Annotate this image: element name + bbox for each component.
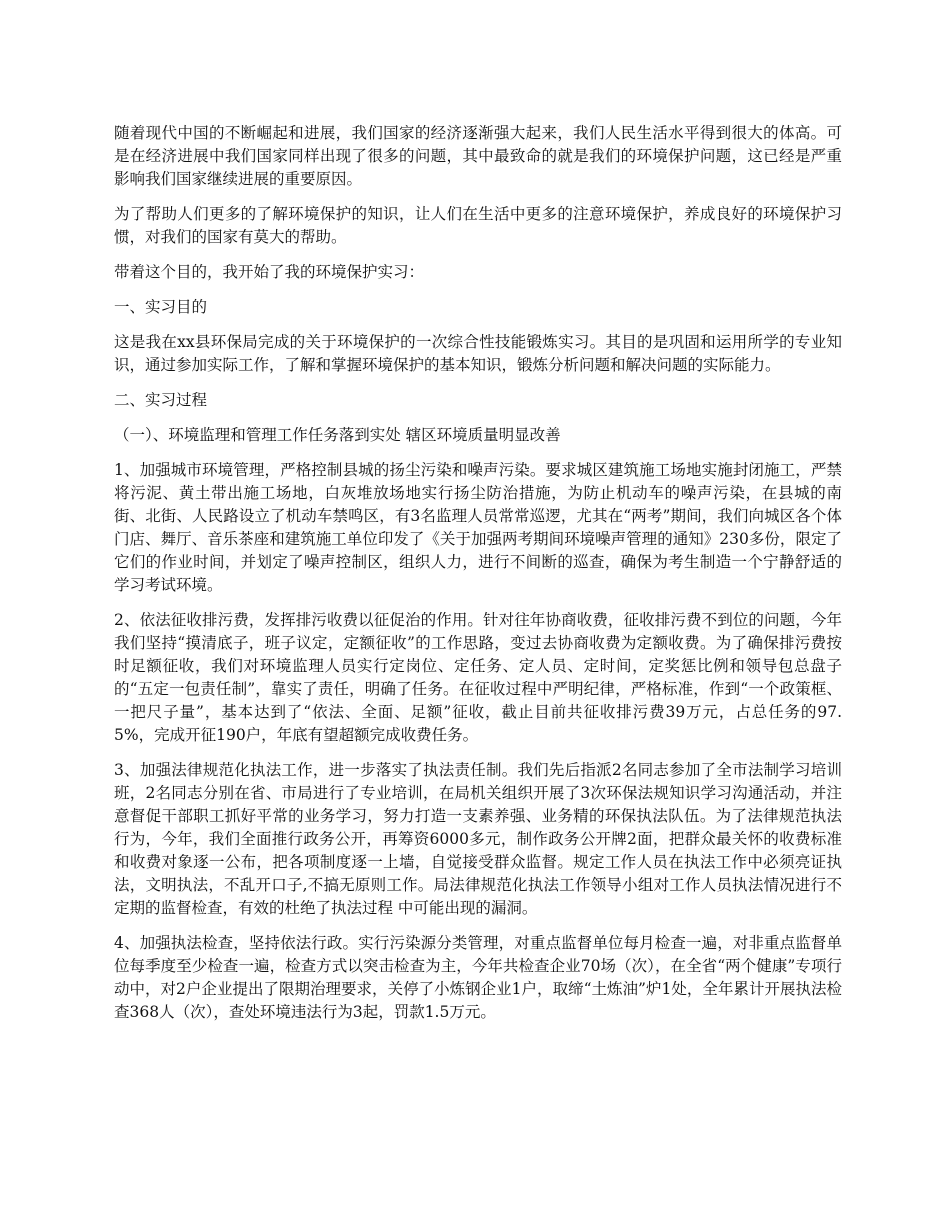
item-2-paragraph: 2、依法征收排污费，发挥排污收费以征促治的作用。针对往年协商收费，征收排污费不到位的问题，今年我们坚持“摸清底子，班子议定，定额征收”的工作思路，变过去协商收费为定额收费。为了确保排污费按时足额征收，我们对环境监理人员实行定岗位、定任务、定人员、定时间，定奖惩比例和领导包总盘子的“五定一包责任制”，靠实了责任，明确了任务。在征收过程中严明纪律，严格标准，作到“一个政策框、一把尺子量”，基本达到了“依法、全面、足额”征收，截止目前共征收排污费39万元，占总任务的97.5%，完成开征190户，年底有望超额完成收费任务。 (114, 611, 842, 744)
intro-paragraph: 随着现代中国的不断崛起和进展，我们国家的经济逐渐强大起来，我们人民生活水平得到很大的体高。可是在经济进展中我们国家同样出现了很多的问题，其中最致命的就是我们的环境保护问题，这已经是严重影响我们国家继续进展的重要原因。 (114, 124, 842, 188)
item-3-paragraph: 3、加强法律规范化执法工作，进一步落实了执法责任制。我们先后指派2名同志参加了全市法制学习培训班，2名同志分别在省、市局进行了专业培训，在局机关组织开展了3次环保法规知识学习沟通活动，并注意督促干部职工抓好平常的业务学习，努力打造一支素养强、业务精的环保执法队伍。为了法律规范执法行为，今年，我们全面推行政务公开，再筹资6000多元，制作政务公开牌2面，把群众最关怀的收费标准和收费对象逐一公布，把各项制度逐一上墙，自觉接受群众监督。规定工作人员在执法工作中必须亮证执法，文明执法，不乱开口子,不搞无原则工作。局法律规范化执法工作领导小组对工作人员执法情况进行不定期的监督检查，有效的杜绝了执法过程 中可能出现的漏洞。 (114, 761, 842, 917)
item-4-paragraph: 4、加强执法检查，坚持依法行政。实行污染源分类管理，对重点监督单位每月检查一遍，对非重点监督单位每季度至少检查一遍，检查方式以突击检查为主，今年共检查企业70场（次），在全省“两个健康”专项行动中，对2户企业提出了限期治理要求，关停了小炼钢企业1户，取缔“土炼油”炉1处，全年累计开展执法检查368人（次），查处环境违法行为3起，罚款1.5万元。 (114, 934, 842, 1021)
purpose-paragraph: 为了帮助人们更多的了解环境保护的知识，让人们在生活中更多的注意环境保护，养成良好的环境保护习惯，对我们的国家有莫大的帮助。 (114, 205, 842, 246)
start-paragraph: 带着这个目的，我开始了我的环境保护实习： (114, 263, 425, 281)
section-heading-goal: 一、实习目的 (114, 298, 208, 316)
item-1-paragraph: 1、加强城市环境管理，严格控制县城的扬尘污染和噪声污染。要求城区建筑施工场地实施封闭施工，严禁将污泥、黄土带出施工场地，白灰堆放场地实行扬尘防治措施，为防止机动车的噪声污染，在县城的南街、北街、人民路设立了机动车禁鸣区，有3名监理人员常常巡逻，尤其在“两考”期间，我们向城区各个体门店、舞厅、音乐茶座和建筑施工单位印发了《关于加强两考期间环境噪声管理的通知》230多份，限定了它们的作业时间，并划定了噪声控制区，组织人力，进行不间断的巡查，确保为考生制造一个宁静舒适的学习考试环境。 (114, 461, 842, 594)
document-body (114, 122, 842, 1036)
section-heading-process: 二、实习过程 (114, 391, 208, 409)
subsection-heading: （一）、环境监理和管理工作任务落到实处 辖区环境质量明显改善 (114, 426, 561, 444)
goal-paragraph: 这是我在xx县环保局完成的关于环境保护的一次综合性技能锻炼实习。其目的是巩固和运用所学的专业知识，通过参加实际工作，了解和掌握环境保护的基本知识，锻炼分析问题和解决问题的实际能力。 (114, 333, 842, 374)
